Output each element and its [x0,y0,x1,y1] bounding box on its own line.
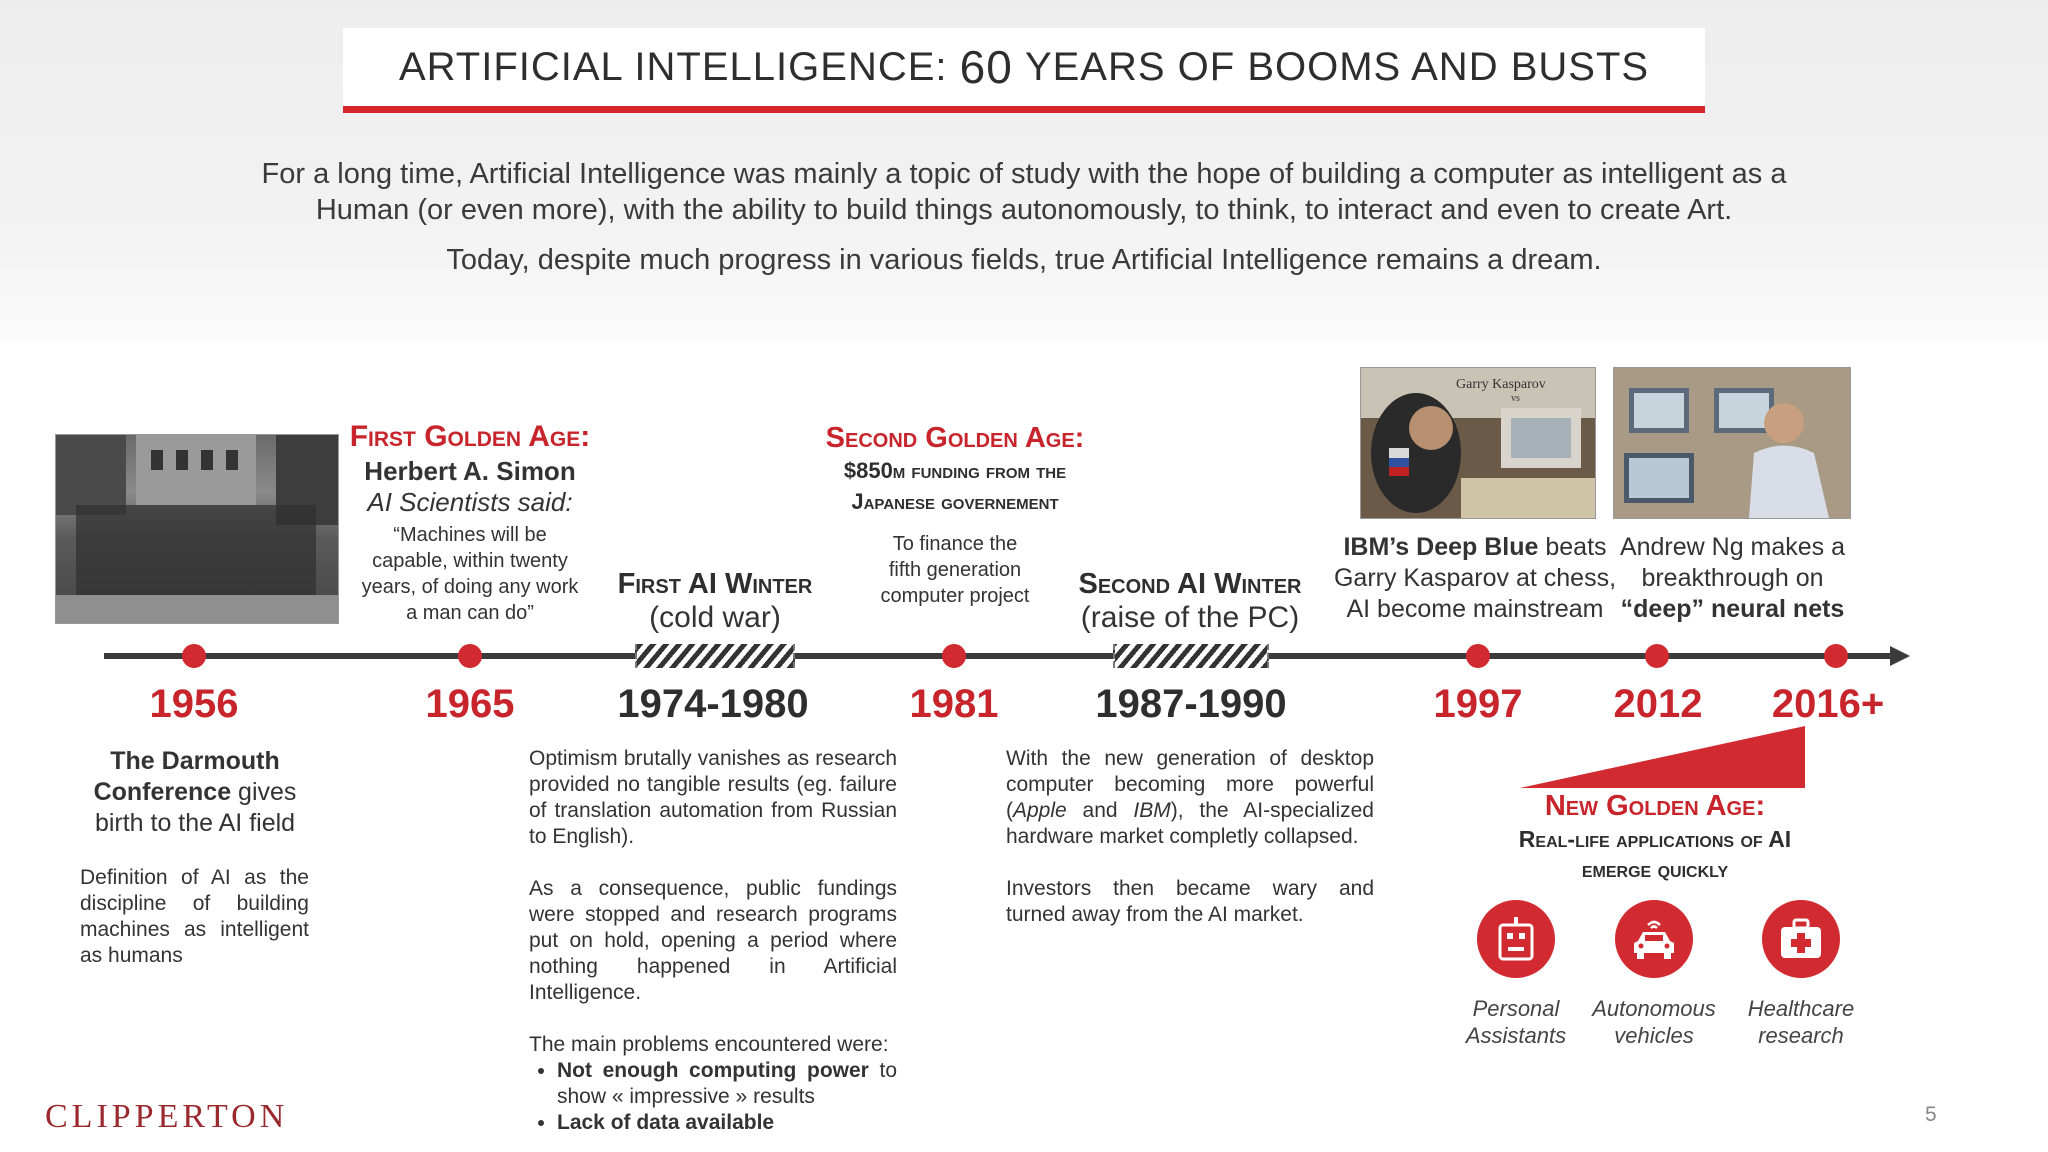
timeline-dot-1956 [182,644,206,668]
first-golden-age-heading: First Golden Age: [349,420,591,453]
year-1965: 1965 [425,682,515,726]
event-2012-text: Andrew Ng makes a breakthrough on “deep” neural nets [1619,533,1846,623]
timeline-dot-1997 [1466,644,1490,668]
app-label-personal-assistants: Personal Assistants [1465,996,1567,1048]
timeline-dot-1981 [942,644,966,668]
timeline-dot-1965 [458,644,482,668]
winter-hatch-1987-1990 [1113,644,1269,668]
darmouth-group-photo [55,434,339,624]
event-1965-text: First Golden Age: Herbert A. Simon AI Scientists said: “Machines will be capable, within twenty years, of doing any work a man can do” [340,420,600,626]
intro-conclusion: Today, despite much progress in various fields, true Artificial Intelligence remains a dream. [446,244,1602,276]
year-1997: 1997 [1433,682,1523,726]
second-winter-description: With the new generation of desktop computer becoming more powerful (Apple and IBM), the AI-specialized hardware market completly collapsed. Investors then became wary and turned away from the AI market. [1006,747,1374,926]
year-2012: 2012 [1613,682,1703,726]
second-golden-age-heading: Second Golden Age: [825,422,1085,454]
problem-computing-power: • Not enough computing power to show « impressive » results [557,1058,897,1110]
second-ai-winter-heading: Second AI Winter (raise of the PC) [1078,568,1302,634]
intro-text: For a long time, Artificial Intelligence was mainly a topic of study with the hope of building a computer as intelligent as a Human (or even more), with the ability to build things autonomously, to think, to interact and even to create Art. [261,158,1787,226]
event-1981-text: Second Golden Age: $850m funding from the Japanese governement To finance the fifth generation computer project [790,422,1120,609]
growth-wedge [1520,726,1805,788]
photo-caption-kasparov: Garry Kasparov [1456,377,1546,392]
year-1974-1980: 1974-1980 [617,682,809,726]
clipperton-logo: CLIPPERTON [45,1098,289,1135]
medical-kit-icon [1762,900,1840,978]
year-2016: 2016+ [1771,682,1885,726]
timeline-arrow [1890,646,1910,666]
year-1987-1990: 1987-1990 [1095,682,1287,726]
winter-hatch-1974-1980 [635,644,795,668]
new-golden-age-text: New Golden Age: Real-life applications of AI emerge quickly [1518,790,1792,882]
event-1997-text: IBM’s Deep Blue beats Garry Kasparov at chess, AI become mainstream [1333,533,1617,623]
photo-caption-vs: vs [1511,393,1520,404]
robot-icon [1477,900,1555,978]
year-1956: 1956 [149,682,239,726]
app-label-autonomous-vehicles: Autonomous vehicles [1592,996,1716,1048]
event-1956-description: Definition of AI as the discipline of building machines as intelligent as humans [80,866,309,967]
year-1981: 1981 [909,682,999,726]
timeline-dot-2012 [1645,644,1669,668]
problem-lack-of-data: • Lack of data available [557,1110,897,1136]
app-label-healthcare-research: Healthcare research [1747,996,1855,1048]
page-title: ARTIFICIAL INTELLIGENCE: 60 YEARS OF BOOMS AND BUSTS [343,28,1705,113]
first-winter-description: Optimism brutally vanishes as research provided no tangible results (eg. failure of translation automation from Russian to English). As a consequence, public fundings were stopped and research programs put on hold, opening a period where nothing happened in Artificial Intelligence. The main problems encountered were: • Not enough computing power to show « impressive » results • Lack of data available [529,746,897,1136]
kasparov-deep-blue-photo [1360,367,1596,519]
andrew-ng-photo [1613,367,1851,519]
event-1956-title: The Darmouth Conference gives birth to the AI field [93,747,297,837]
car-icon [1615,900,1693,978]
timeline-axis [104,653,1894,659]
timeline-dot-2016 [1824,644,1848,668]
page-number: 5 [1925,1103,1937,1126]
first-ai-winter-heading: First AI Winter (cold war) [617,568,813,634]
